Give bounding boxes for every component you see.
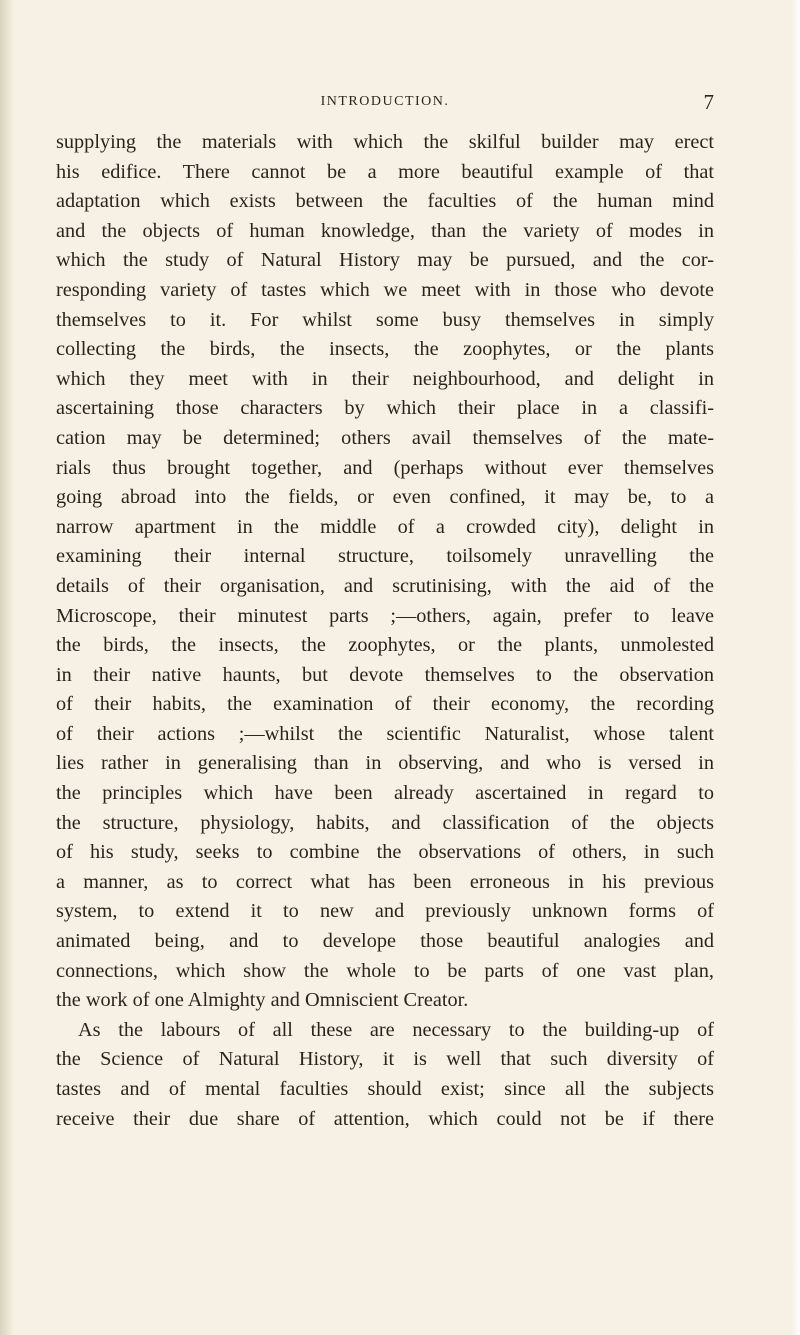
text-line: examining their internal structure, toilsomely unravelling the [56,545,714,568]
text-line: ascertaining those characters by which their place in a classifi- [56,397,714,420]
body-text [56,128,714,1134]
text-line: animated being, and to develope those beautiful analogies and [56,930,714,953]
text-line: of their habits, the examination of their economy, the recording [56,693,714,716]
text-line: cation may be determined; others avail themselves of the mate- [56,426,714,449]
text-line: of their actions ;—whilst the scientific Naturalist, whose talent [56,722,714,745]
page-edge [792,0,800,1335]
text-line: Microscope, their minutest parts ;—others, again, prefer to leave [56,604,714,627]
text-line: of his study, seeks to combine the observations of others, in such [56,841,714,864]
text-line: themselves to it. For whilst some busy themselves in simply [56,308,714,331]
text-line: going abroad into the fields, or even confined, it may be, to a [56,486,714,509]
page-number: 7 [703,90,714,114]
text-line: a manner, as to correct what has been erroneous in his previous [56,870,714,893]
text-line: the structure, physiology, habits, and classification of the objects [56,811,714,834]
text-line: connections, which show the whole to be parts of one vast plan, [56,959,714,982]
text-line: in their native haunts, but devote themselves to the observation [56,663,714,686]
text-line: which the study of Natural History may be pursued, and the cor- [56,249,714,272]
paragraph-1 [56,128,714,1016]
text-line: the principles which have been already ascertained in regard to [56,782,714,805]
gutter-shadow [0,0,14,1335]
text-line: his edifice. There cannot be a more beautiful example of that [56,160,714,183]
text-line: tastes and of mental faculties should exist; since all the subjects [56,1078,714,1100]
text-line: the work of one Almighty and Omniscient Creator. [56,989,469,1012]
text-line: the birds, the insects, the zoophytes, or the plants, unmolested [56,634,714,657]
running-title: INTRODUCTION. [320,94,450,109]
text-line: and the objects of human knowledge, than the variety of modes in [56,219,714,242]
text-line: details of their organisation, and scrutinising, with the aid of the [56,574,714,597]
text-line: receive their due share of attention, which could not be if there [56,1107,714,1130]
text-line: narrow apartment in the middle of a crowded city), delight in [56,515,714,538]
text-line: lies rather in generalising than in observing, and who is versed in [56,752,714,775]
text-line: responding variety of tastes which we meet with in those who devote [56,278,714,301]
text-line: rials thus brought together, and (perhaps without ever themselves [56,456,714,479]
text-line: supplying the materials with which the skilful builder may erect [56,131,714,153]
text-line: system, to extend it to new and previously unknown forms of [56,900,714,923]
text-line: As the labours of all these are necessary to the building-up of [78,1018,714,1041]
text-line: the Science of Natural History, it is well that such diversity of [56,1048,714,1071]
running-head [56,90,714,116]
text-line: collecting the birds, the insects, the zoophytes, or the plants [56,338,714,361]
text-line: which they meet with in their neighbourhood, and delight in [56,367,714,390]
text-line: adaptation which exists between the faculties of the human mind [56,190,714,213]
paragraph-2 [56,1016,714,1134]
